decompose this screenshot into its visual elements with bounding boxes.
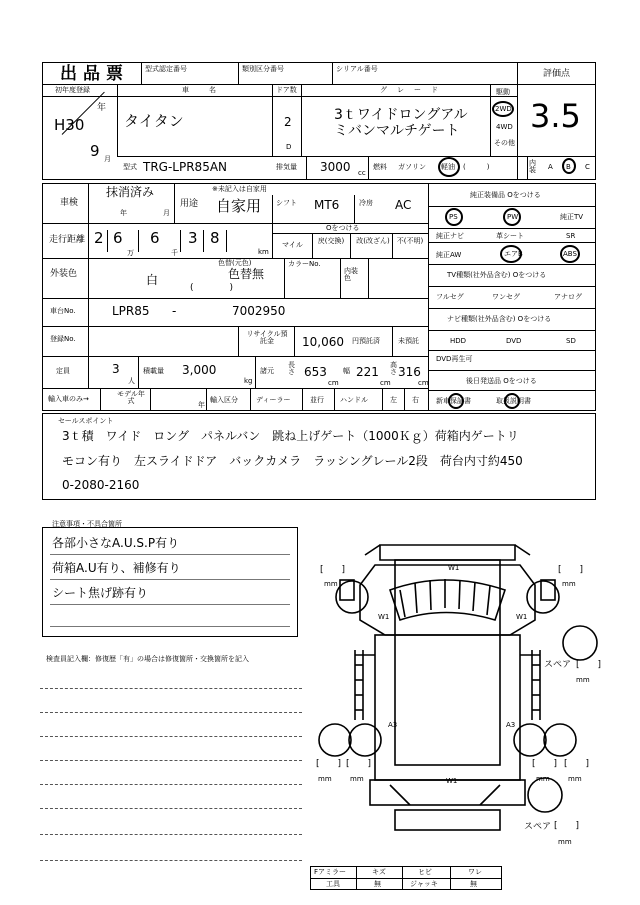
legend-value-1: 工具 (326, 880, 340, 888)
doors-value: 2 (284, 115, 292, 129)
first-reg-month: 9 (90, 142, 100, 160)
doors-label: ドア数 (276, 86, 297, 94)
tv-oneseg: ワンセグ (492, 293, 520, 301)
diagram-label-a3-left: A3 (388, 721, 398, 729)
mm-bracket: [ ] (316, 759, 342, 769)
mm-label: mm (568, 775, 582, 783)
recycle-status-not: 未預託 (398, 337, 419, 345)
inspector-line (40, 736, 302, 737)
car-name-label: 車名 (182, 86, 236, 94)
note-item-1: 各部小さなA.U.S.P有り (52, 536, 180, 550)
drive-other: その他 (494, 139, 515, 147)
reg-no-label: 登録No. (50, 335, 76, 343)
interior-label: 内装 (529, 159, 536, 174)
length-unit: cm (328, 379, 339, 387)
navi-hdd: HDD (450, 337, 467, 345)
interior-c: C (585, 163, 590, 171)
inspection-value: 抹消済み (106, 185, 155, 199)
dvd-playback: DVD再生可 (436, 355, 473, 363)
mm-bracket: [ ] (320, 565, 346, 575)
mm-bracket: [ ] (564, 759, 590, 769)
mm-bracket: [ ] (576, 660, 602, 670)
drive-4wd: 4WD (496, 123, 513, 131)
first-reg-year: H30 (54, 116, 85, 134)
model-year-label: モデル年式 (117, 390, 145, 405)
mileage-digit-2: 6 (113, 229, 123, 247)
equip-ps: PS (449, 213, 458, 221)
width-unit: cm (380, 379, 391, 387)
inspector-line (40, 808, 302, 809)
fuel-diesel: 軽油 (441, 163, 455, 171)
mileage-man: 万 (127, 249, 134, 257)
equip-airbag: エアB (504, 250, 523, 258)
color-no-label: カラーNo. (288, 260, 321, 268)
tv-fullseg: フルセグ (436, 293, 464, 301)
inspector-line (40, 760, 302, 761)
legend-value-2: 無 (374, 880, 381, 888)
dims-label: 諸元 (260, 367, 274, 375)
inspector-line (40, 860, 302, 861)
mm-label: mm (350, 775, 364, 783)
mm-label: mm (576, 676, 590, 684)
mileage-option-mile: マイル (282, 241, 303, 249)
length-value: 653 (304, 365, 327, 379)
recycle-status-deposited: 円預託済 (352, 337, 380, 345)
legend-header-1: Fアミラー (314, 868, 347, 876)
diagram-label-w1-bottom: W1 (446, 777, 458, 785)
handle-label: ハンドル (340, 396, 368, 404)
usage-note: ※未記入は自家用 (212, 185, 267, 193)
later-manual: 取扱説明書 (496, 397, 531, 405)
mm-label: mm (318, 775, 332, 783)
cooling-value: AC (395, 198, 412, 212)
import-label: 輸入車のみ→ (48, 395, 89, 403)
fuel-gasoline: ガソリン (398, 163, 426, 171)
color-change-value: 色替無 (228, 267, 265, 281)
equip-pw: PW (507, 213, 519, 221)
mileage-label: 走行距離 (49, 235, 86, 245)
recycle-value: 10,060 (302, 335, 344, 349)
width-label: 幅 (343, 367, 350, 375)
mileage-km: km (258, 248, 269, 256)
sales-line-2: モコン有り 左スライドドア バックカメラ ラッシングレール2段 荷台内寸約450 (62, 454, 523, 468)
import-type-label: 輸入区分 (210, 396, 238, 404)
later-warranty: 新車保証書 (436, 397, 471, 405)
mileage-digit-4: 3 (188, 229, 198, 247)
model-label: 型式 (123, 163, 137, 171)
displacement-label: 排気量 (276, 163, 297, 171)
diagram-label-a3-right: A3 (506, 721, 516, 729)
mileage-digit-1: 2 (94, 229, 104, 247)
load-label: 積載量 (143, 367, 164, 375)
serial-number-label: シリアル番号 (336, 65, 378, 73)
interior-color-label: 内装色 (344, 267, 358, 282)
sales-line-3: 0-2080-2160 (62, 478, 140, 492)
shift-label: シフト (276, 199, 297, 207)
grade-line-2: ミバンマルチゲート (334, 123, 460, 139)
inspector-line (40, 834, 302, 835)
cooling-label: 冷房 (359, 199, 373, 207)
height-unit: cm (418, 379, 429, 387)
equip-sr: SR (566, 232, 576, 240)
equip-tv: 純正TV (560, 213, 584, 221)
model-cert-label: 型式認定番号 (145, 65, 187, 73)
usage-value: 自家用 (216, 197, 262, 215)
dealer-label: ディーラー (256, 396, 291, 404)
car-name: タイタン (124, 112, 184, 130)
diagram-label-w1-right: W1 (516, 613, 528, 621)
note-item-2: 荷箱A.U有り、補修有り (52, 561, 181, 575)
handle-right: 右 (412, 396, 419, 404)
grade-line-1: 3ｔワイドロングアル (334, 107, 468, 123)
drive-2wd: 2WD (495, 105, 512, 113)
inspector-label: 検査員記入欄：修復歴「有」の場合は修復箇所・交換箇所を記入 (46, 655, 249, 663)
year-suffix: 年 (97, 103, 107, 113)
spare-label: スペア (524, 822, 552, 832)
navi-header: ナビ種類(社外品含む) Oをつける (447, 315, 552, 323)
navi-sd: SD (566, 337, 576, 345)
height-label: 高さ (390, 361, 397, 376)
score-label: 評価点 (543, 69, 571, 79)
mileage-digit-5: 8 (210, 229, 220, 247)
chassis-number: 7002950 (232, 304, 286, 318)
mm-bracket: [ ] (532, 759, 558, 769)
interior-a: A (548, 163, 553, 171)
mm-bracket: [ ] (346, 759, 372, 769)
mileage-option-replaced: 戻(交換) (317, 237, 345, 245)
diagram-label-w1-left: W1 (378, 613, 390, 621)
tv-analog: アナログ (554, 293, 582, 301)
inspector-line (40, 688, 302, 689)
legend-header-3: ヒビ (418, 868, 432, 876)
displacement-value: 3000 (320, 160, 351, 174)
width-value: 221 (356, 365, 379, 379)
class-number-label: 類別区分番号 (242, 65, 284, 73)
inspector-line (40, 712, 302, 713)
mileage-option-unknown: 不(不明) (396, 237, 424, 245)
tv-header: TV種類(社外品含む) Oをつける (447, 271, 547, 279)
truck-diagram (305, 525, 605, 865)
legend-header-2: キズ (372, 868, 386, 876)
usage-label: 用途 (180, 199, 199, 209)
recycle-label: リサイクル預託金 (246, 330, 288, 345)
equip-leather: 革シート (496, 232, 524, 240)
length-label: 長さ (288, 361, 295, 376)
inspection-month: 月 (163, 209, 170, 217)
capacity-unit: 人 (128, 377, 135, 385)
score-value: 3.5 (530, 97, 581, 135)
load-unit: kg (244, 377, 253, 385)
genuine-header: 純正装備品 Oをつける (470, 191, 541, 199)
chassis-label: 車台No. (50, 307, 76, 315)
displacement-unit: cc (358, 169, 366, 177)
height-value: 316 (398, 365, 421, 379)
interior-b: B (566, 163, 571, 171)
legend-value-3: ジャッキ (410, 880, 438, 888)
model-year-suffix: 年 (198, 401, 205, 409)
navi-dvd: DVD (506, 337, 522, 345)
inspection-year: 年 (120, 209, 127, 217)
notes-label: 注意事項・不具合箇所 (52, 520, 122, 528)
mm-label: mm (562, 580, 576, 588)
grade-label: グレード (380, 86, 448, 94)
parallel-label: 並行 (310, 396, 324, 404)
note-item-3: シート焦げ跡有り (52, 586, 149, 600)
mileage-sen: 千 (171, 249, 178, 257)
equip-navi: 純正ナビ (436, 232, 464, 240)
doors-suffix: D (286, 143, 292, 151)
exterior-value: 白 (146, 273, 159, 287)
first-reg-label: 初年度登録 (55, 86, 90, 94)
color-change-label: 色替(元色) (218, 259, 252, 267)
color-paren: ( ) (190, 283, 234, 293)
mm-label: mm (536, 775, 550, 783)
legend-header-4: ワレ (468, 868, 482, 876)
fuel-label: 燃料 (373, 163, 387, 171)
mileage-digit-3: 6 (150, 229, 160, 247)
mm-bracket: [ ] (558, 565, 584, 575)
chassis-dash: - (172, 304, 177, 318)
mm-label: mm (324, 580, 338, 588)
fuel-other: ( ) (463, 163, 490, 171)
mm-bracket: [ ] (554, 821, 580, 831)
spare-label: スペア (544, 660, 572, 670)
sales-line-1: 3ｔ積 ワイド ロング パネルバン 跳ね上げゲート（1000Ｋｇ）荷箱内ゲートリ (62, 429, 519, 443)
inspection-label: 車検 (60, 198, 79, 208)
later-header: 後日発送品 Oをつける (466, 377, 537, 385)
diagram-label-w1-top: W1 (448, 564, 460, 572)
model-value: TRG-LPR85AN (143, 160, 228, 174)
equip-aw: 純正AW (436, 251, 462, 259)
mm-label: mm (558, 838, 572, 846)
form-title: 出品票 (60, 64, 129, 84)
exterior-label: 外装色 (50, 269, 78, 279)
load-value: 3,000 (182, 363, 217, 377)
sales-points-label: セールスポイント (58, 417, 114, 425)
inspector-line (40, 784, 302, 785)
capacity-label: 定員 (56, 367, 70, 375)
legend-value-4: 無 (470, 880, 477, 888)
drive-label: 駆動 (496, 88, 510, 96)
equip-abs: ABS (563, 250, 577, 258)
handle-left: 左 (390, 396, 397, 404)
capacity-value: 3 (112, 362, 120, 376)
mileage-circle-note: Oをつける (326, 224, 360, 232)
shift-value: MT6 (314, 198, 340, 212)
month-suffix: 月 (104, 155, 111, 163)
chassis-prefix: LPR85 (112, 304, 150, 318)
mileage-option-tampered: 改(改ざん) (356, 237, 390, 245)
